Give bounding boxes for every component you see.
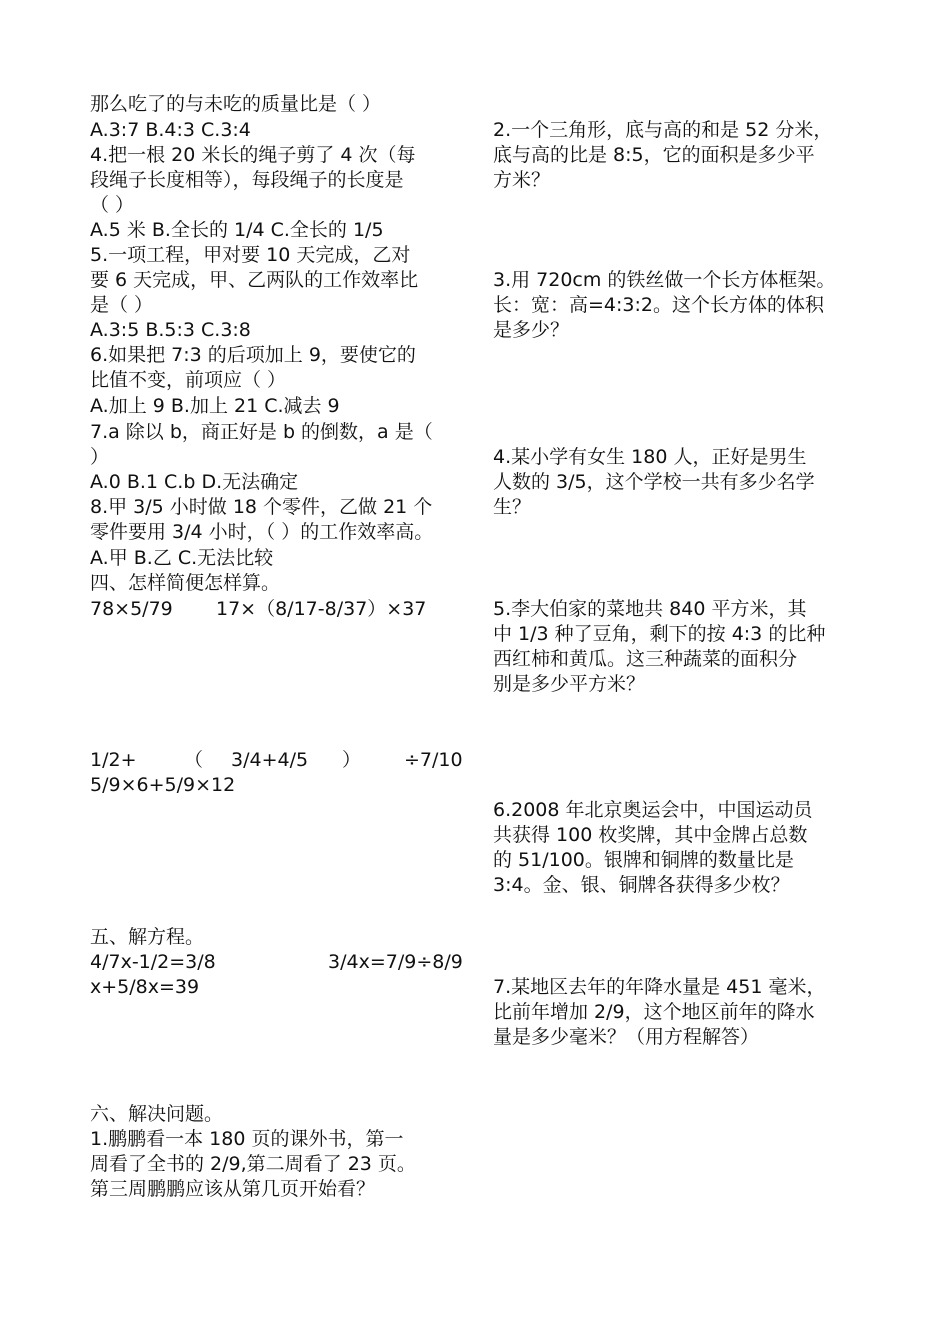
- question-5-options: A.3:5 B.5:3 C.3:8: [90, 319, 251, 341]
- question-8-line-2: 零件要用 3/4 小时，（ ）的工作效率高。: [90, 521, 434, 543]
- simplify-expression-1: 78×5/79: [90, 598, 173, 620]
- question-3-stem: 那么吃了的与未吃的质量比是（ ）: [90, 93, 382, 115]
- equation-3: x+5/8x=39: [90, 976, 200, 998]
- simplify-expression-4: 5/9×6+5/9×12: [90, 774, 236, 796]
- problem-5-line-3: 西红柿和黄瓜。这三种蔬菜的面积分: [493, 648, 798, 670]
- question-6-line-1: 6.如果把 7:3 的后项加上 9，要使它的: [90, 344, 416, 366]
- question-5-line-2: 要 6 天完成，甲、乙两队的工作效率比: [90, 269, 419, 291]
- problem-1-line-1: 1.鹏鹏看一本 180 页的课外书，第一: [90, 1128, 404, 1150]
- section-5-title: 五、解方程。: [90, 926, 205, 948]
- problem-6-line-3: 的 51/100。银牌和铜牌的数量比是: [493, 849, 794, 871]
- question-7-line-1: 7.a 除以 b，商正好是 b 的倒数，a 是（: [90, 421, 433, 443]
- problem-2-line-3: 方米？: [493, 169, 551, 191]
- question-7-line-2: ）: [90, 446, 110, 468]
- problem-5-line-1: 5.李大伯家的菜地共 840 平方米，其: [493, 598, 807, 620]
- simplify-expression-3-part-b: （: [184, 749, 204, 771]
- section-6-title: 六、解决问题。: [90, 1103, 224, 1125]
- problem-2-line-1: 2.一个三角形，底与高的和是 52 分米，: [493, 119, 833, 141]
- equation-2: 3/4x=7/9÷8/9: [328, 951, 463, 973]
- simplify-expression-3-part-c: 3/4+4/5: [231, 749, 309, 771]
- problem-3-line-3: 是多少？: [493, 319, 570, 341]
- question-8-line-1: 8.甲 3/5 小时做 18 个零件，乙做 21 个: [90, 496, 433, 518]
- question-8-options: A.甲 B.乙 C.无法比较: [90, 547, 274, 569]
- problem-6-line-2: 共获得 100 枚奖牌，其中金牌占总数: [493, 824, 808, 846]
- problem-3-line-1: 3.用 720cm 的铁丝做一个长方体框架。: [493, 269, 836, 291]
- problem-1-line-2: 周看了全书的 2/9,第二周看了 23 页。: [90, 1153, 416, 1175]
- question-5-line-1: 5.一项工程，甲对要 10 天完成，乙对: [90, 244, 411, 266]
- question-7-options: A.0 B.1 C.b D.无法确定: [90, 471, 299, 493]
- problem-6-line-1: 6.2008 年北京奥运会中，中国运动员: [493, 799, 813, 821]
- problem-4-line-2: 人数的 3/5，这个学校一共有多少名学: [493, 471, 815, 493]
- question-4-options: A.5 米 B.全长的 1/4 C.全长的 1/5: [90, 219, 384, 241]
- problem-1-line-3: 第三周鹏鹏应该从第几页开始看？: [90, 1178, 376, 1200]
- question-4-line-1: 4.把一根 20 米长的绳子剪了 4 次（每: [90, 144, 416, 166]
- problem-4-line-3: 生？: [493, 496, 532, 518]
- simplify-expression-3-part-d: ）: [342, 749, 362, 771]
- simplify-expression-3-part-a: 1/2+: [90, 749, 137, 771]
- question-3-options: A.3:7 B.4:3 C.3:4: [90, 119, 251, 141]
- problem-4-line-1: 4.某小学有女生 180 人，正好是男生: [493, 446, 807, 468]
- problem-5-line-2: 中 1/3 种了豆角，剩下的按 4:3 的比种: [493, 623, 826, 645]
- problem-7-line-1: 7.某地区去年的年降水量是 451 毫米，: [493, 976, 826, 998]
- problem-7-line-3: 量是多少毫米？（用方程解答）: [493, 1026, 760, 1048]
- problem-7-line-2: 比前年增加 2/9，这个地区前年的降水: [493, 1001, 815, 1023]
- question-4-line-2: 段绳子长度相等），每段绳子的长度是: [90, 169, 404, 191]
- simplify-expression-3-part-e: ÷7/10: [404, 749, 463, 771]
- question-5-line-3: 是（ ）: [90, 294, 154, 316]
- equation-1: 4/7x-1/2=3/8: [90, 951, 216, 973]
- problem-6-line-4: 3:4。金、银、铜牌各获得多少枚？: [493, 874, 790, 896]
- problem-5-line-4: 别是多少平方米？: [493, 673, 646, 695]
- section-4-title: 四、怎样简便怎样算。: [90, 572, 281, 594]
- problem-3-line-2: 长：宽：高=4:3:2。这个长方体的体积: [493, 294, 824, 316]
- problem-2-line-2: 底与高的比是 8:5，它的面积是多少平: [493, 144, 815, 166]
- question-4-line-3: （ ）: [90, 194, 135, 216]
- simplify-expression-2: 17×（8/17-8/37）×37: [216, 598, 427, 620]
- question-6-line-2: 比值不变，前项应（ ）: [90, 369, 287, 391]
- question-6-options: A.加上 9 B.加上 21 C.减去 9: [90, 395, 340, 417]
